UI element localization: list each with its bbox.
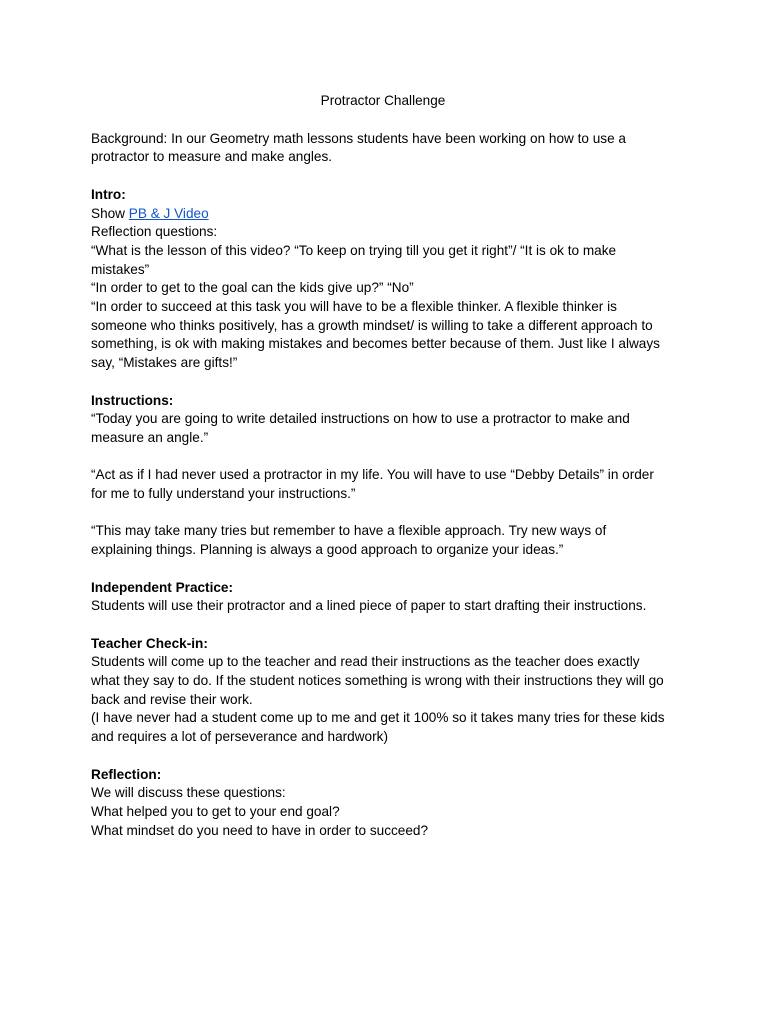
spacer — [91, 560, 691, 579]
question-line: “In order to get to the goal can the kids give up?” “No” — [91, 280, 414, 296]
instructions-line: measure an angle.” — [91, 429, 209, 445]
reflection-section — [91, 766, 691, 841]
document-title: Protractor Challenge — [320, 93, 446, 108]
teacher-checkin-section — [91, 635, 691, 747]
question-line: mistakes” — [91, 261, 150, 277]
spacer — [91, 616, 691, 635]
teacher-checkin-heading: Teacher Check-in: — [91, 635, 208, 651]
instructions-line: “Act as if I had never used a protractor in my life. You will have to use “Debby Details” in order — [91, 467, 654, 483]
independent-practice-section — [91, 579, 691, 616]
teacher-checkin-line: Students will come up to the teacher and read their instructions as the teacher does exactly — [91, 654, 640, 670]
pbj-video-link[interactable]: PB & J Video — [128, 205, 209, 221]
intro-section — [91, 186, 691, 373]
question-line: say, “Mistakes are gifts!” — [91, 355, 238, 371]
question-line: “What is the lesson of this video? “To keep on trying till you get it right”/ “It is ok to make — [91, 242, 617, 258]
background-paragraph — [91, 130, 691, 167]
reflection-line: We will discuss these questions: — [91, 785, 286, 801]
spacer — [91, 373, 691, 392]
teacher-checkin-line: (I have never had a student come up to me and get it 100% so it takes many tries for these kids — [91, 710, 665, 726]
instructions-line: “This may take many tries but remember to have a flexible approach. Try new ways of — [91, 523, 607, 539]
spacer — [91, 167, 691, 186]
question-line: something, is ok with making mistakes and becomes better because of them. Just like I always — [91, 336, 660, 352]
reflection-line: What mindset do you need to have in order to succeed? — [91, 822, 429, 838]
instructions-heading: Instructions: — [91, 392, 174, 408]
background-line: protractor to measure and make angles. — [91, 149, 333, 165]
reflection-line: What helped you to get to your end goal? — [91, 803, 340, 819]
independent-practice-heading: Independent Practice: — [91, 579, 234, 595]
question-line: someone who thinks positively, has a growth mindset/ is willing to take a different approach to — [91, 317, 653, 333]
instructions-line: explaining things. Planning is always a good approach to organize your ideas.” — [91, 542, 564, 558]
spacer — [91, 747, 691, 766]
instructions-line: for me to fully understand your instructions.” — [91, 486, 356, 502]
instructions-section — [91, 392, 691, 560]
question-line: “In order to succeed at this task you will have to be a flexible thinker. A flexible thinker is — [91, 299, 617, 315]
spacer — [91, 504, 691, 523]
teacher-checkin-line: back and revise their work. — [91, 691, 253, 707]
teacher-checkin-line: and requires a lot of perseverance and hardwork) — [91, 729, 388, 745]
reflection-questions-label: Reflection questions: — [91, 224, 218, 240]
show-prefix: Show — [91, 205, 129, 221]
spacer — [91, 448, 691, 467]
background-line: Background: In our Geometry math lessons students have been working on how to use a — [91, 130, 626, 146]
independent-practice-text: Students will use their protractor and a lined piece of paper to start drafting their instructions. — [91, 598, 647, 614]
instructions-line: “Today you are going to write detailed instructions on how to use a protractor to make and — [91, 411, 630, 427]
reflection-heading: Reflection: — [91, 766, 162, 782]
teacher-checkin-line: what they say to do. If the student notices something is wrong with their instructions they will go — [91, 673, 664, 688]
intro-show-line — [91, 205, 691, 224]
document-body — [91, 92, 691, 840]
intro-heading: Intro: — [91, 186, 126, 202]
